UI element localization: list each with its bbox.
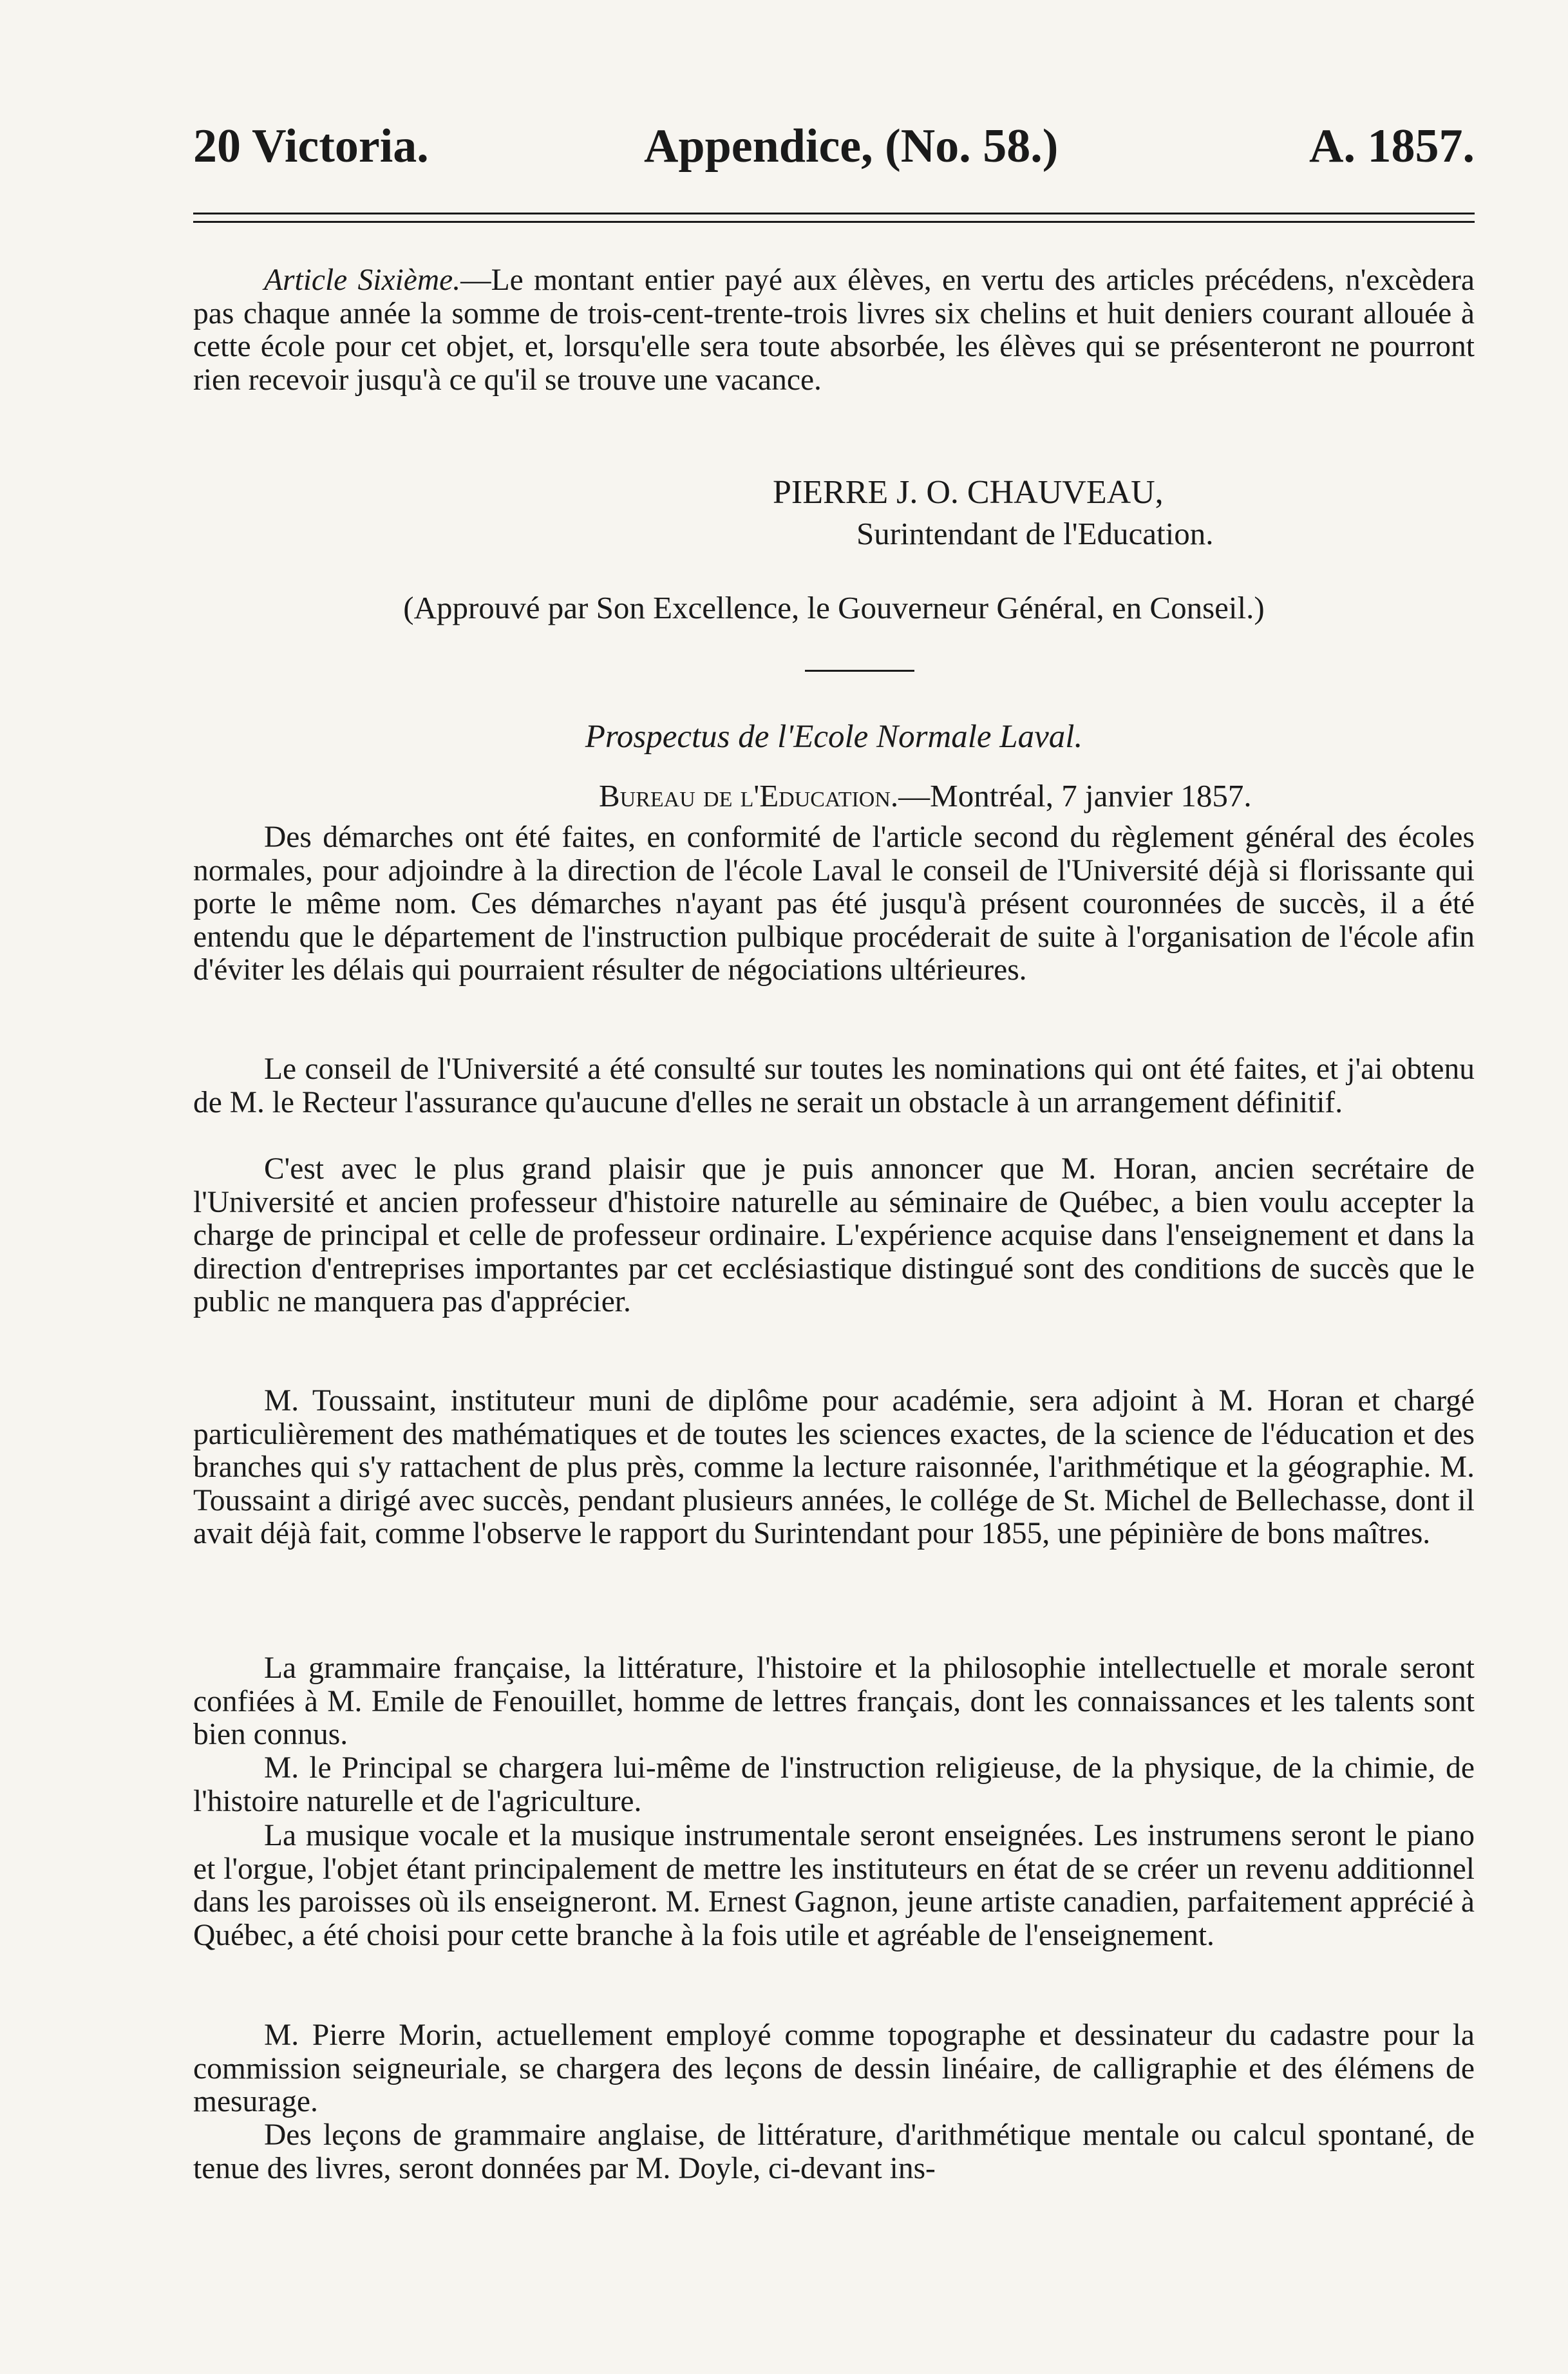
prospectus-paragraph-7: La musique vocale et la musique instrumentale seront enseignées. Les instrumens seront le piano et l'orgue, l'objet étant principalement de mettre les instituteurs en état de se créer un revenu additionnel dans les paroisses où ils enseigneront. M. Ernest Gagnon, jeune artiste canadien, parfaitement apprécié à Québec, a été choisi pour cette branche à la fois utile et agréable de l'enseignement. — [193, 1819, 1475, 1952]
prospectus-paragraph-9: Des leçons de grammaire anglaise, de littérature, d'arithmétique mentale ou calcul spontané, de tenue des livres, seront données par M. Doyle, ci-devant ins- — [193, 2118, 1475, 2185]
article-text: —Le montant entier payé aux élèves, en vertu des articles précédens, n'excèdera pas chaque année la somme de trois-cent-trente-trois livres six chelins et huit deniers courant allouée à cette école pour cet objet, et, lorsqu'elle sera toute absorbée, les élèves qui se présenteront ne pourront rien recevoir jusqu'à ce qu'il se trouve une vacance. — [193, 263, 1475, 397]
section-divider — [805, 670, 914, 672]
signature-name: PIERRE J. O. CHAUVEAU, — [773, 474, 1164, 511]
signature-title: Surintendant de l'Education. — [856, 516, 1214, 551]
header-session: 20 Victoria. — [193, 120, 429, 173]
prospectus-paragraph-5: La grammaire française, la littérature, l'histoire et la philosophie intellectuelle et morale seront confiées à M. Emile de Fenouillet, homme de lettres français, dont les connaissances et les talents sont bien connus. — [193, 1651, 1475, 1751]
header-appendix: Appendice, (No. 58.) — [644, 120, 1059, 173]
dateline-place-date: —Montréal, 7 janvier 1857. — [898, 778, 1252, 813]
prospectus-paragraph-6: M. le Principal se chargera lui-même de l'instruction religieuse, de la physique, de la chimie, de l'histoire naturelle et de l'agriculture. — [193, 1751, 1475, 1818]
header-rule-top — [193, 213, 1475, 214]
prospectus-paragraph-3: C'est avec le plus grand plaisir que je puis annoncer que M. Horan, ancien secrétaire de l'Université et ancien professeur d'histoire naturelle au séminaire de Québec, a bien voulu accepter la charge de principal et celle de professeur ordinaire. L'expérience acquise dans l'enseignement et dans la direction d'entreprises importantes par cet ecclésiastique distingué sont des conditions de succès que le public ne manquera pas d'apprécier. — [193, 1152, 1475, 1318]
dateline — [599, 777, 1252, 814]
header-year: A. 1857. — [1309, 120, 1475, 173]
article-paragraph — [193, 264, 1475, 397]
prospectus-paragraph-2: Le conseil de l'Université a été consulté sur toutes les nominations qui ont été faites, et j'ai obtenu de M. le Recteur l'assurance qu'aucune d'elles ne serait un obstacle à un arrangement définitif. — [193, 1052, 1475, 1119]
prospectus-title: Prospectus de l'Ecole Normale Laval. — [585, 719, 1083, 755]
running-header — [193, 119, 1475, 177]
prospectus-paragraph-4: M. Toussaint, instituteur muni de diplôme pour académie, sera adjoint à M. Horan et chargé particulièrement des mathématiques et de toutes les sciences exactes, de la science de l'éducation et des branches qui s'y rattachent de plus près, comme la lecture raisonnée, l'arithmétique et la géographie. M. Toussaint a dirigé avec succès, pendant plusieurs années, le collége de St. Michel de Bellechasse, dont il avait déjà fait, comme l'observe le rapport du Surintendant pour 1855, une pépinière de bons maîtres. — [193, 1384, 1475, 1550]
dateline-office: Bureau de l'Education. — [599, 778, 899, 813]
header-rule-bottom — [193, 221, 1475, 223]
approval-note: (Approuvé par Son Excellence, le Gouverneur Général, en Conseil.) — [403, 590, 1265, 625]
article-lead: Article Sixième. — [264, 263, 461, 297]
prospectus-paragraph-8: M. Pierre Morin, actuellement employé comme topographe et dessinateur du cadastre pour la commission seigneuriale, se chargera des leçons de dessin linéaire, de calligraphie et des élémens de mesurage. — [193, 2018, 1475, 2118]
prospectus-paragraph-1: Des démarches ont été faites, en conformité de l'article second du règlement général des écoles normales, pour adjoindre à la direction de l'école Laval le conseil de l'Université déjà si florissante qui porte le même nom. Ces démarches n'ayant pas été jusqu'à présent couronnées de succès, il a été entendu que le département de l'instruction pulbique procéderait de suite à l'organisation de l'école afin d'éviter les délais qui pourraient résulter de négociations ultérieures. — [193, 821, 1475, 987]
